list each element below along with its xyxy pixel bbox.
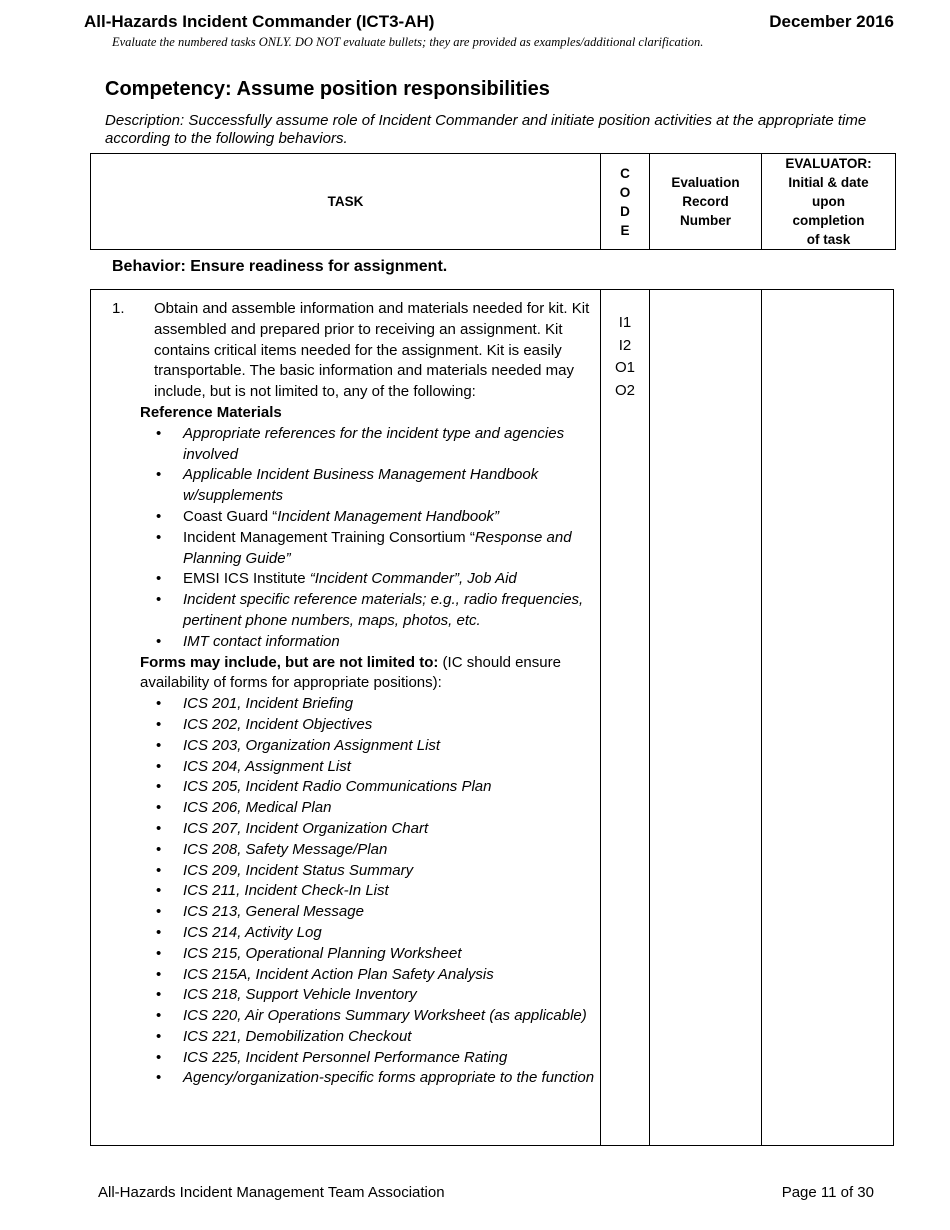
document-title: All-Hazards Incident Commander (ICT3-AH) <box>84 12 435 31</box>
list-item: • Agency/organization-specific forms appropriate to the function <box>183 1068 598 1089</box>
bullet-icon: • <box>156 632 162 650</box>
list-item: • ICS 220, Air Operations Summary Worksheet (as applicable) <box>183 1006 598 1027</box>
code-cell <box>601 312 649 402</box>
competency-heading: Competency: Assume position responsibilities <box>105 78 550 100</box>
bullet-icon: • <box>156 736 162 754</box>
competency-description: Description: Successfully assume role of Incident Commander and initiate position activities at the appropriate time according to the following behaviors. <box>105 112 867 147</box>
bullet-icon: • <box>156 466 162 484</box>
bullet-icon: • <box>156 507 162 525</box>
header-line: Number <box>679 213 731 228</box>
list-item: • ICS 213, General Message <box>183 902 598 923</box>
reference-list <box>156 424 598 653</box>
bullet-icon: • <box>156 819 162 837</box>
header-line: Record <box>682 194 729 209</box>
task-code: I1 <box>618 314 632 331</box>
task-cell <box>91 299 601 1089</box>
list-item: • ICS 215, Operational Planning Worksheet <box>183 944 598 965</box>
header-line: upon <box>812 194 845 209</box>
column-divider <box>649 290 650 1145</box>
list-item: • ICS 207, Incident Organization Chart <box>183 819 598 840</box>
bullet-icon: • <box>156 965 162 983</box>
list-item: • ICS 201, Incident Briefing <box>183 694 598 715</box>
column-divider <box>761 290 762 1145</box>
task-table-header <box>90 153 896 250</box>
bullet-icon: • <box>156 1048 162 1066</box>
code-letter: C <box>620 165 630 181</box>
bullet-icon: • <box>156 903 162 921</box>
list-item: • Applicable Incident Business Management Handbook w/supplements <box>156 466 539 505</box>
evaluation-note: Evaluate the numbered tasks ONLY. DO NOT evaluate bullets; they are provided as examples/additional clarification. <box>112 35 704 49</box>
bullet-icon: • <box>156 528 162 546</box>
bullet-icon: • <box>156 986 162 1004</box>
list-item: • Incident Management Training Consortium “Response and Planning Guide” <box>156 528 572 567</box>
list-item: • ICS 221, Demobilization Checkout <box>183 1027 598 1048</box>
task-row <box>90 289 894 1146</box>
list-item: • ICS 203, Organization Assignment List <box>183 736 598 757</box>
forms-heading: Forms may include, but are not limited to: <box>140 653 439 671</box>
task-code: O2 <box>614 381 635 399</box>
list-item: • Appropriate references for the incident type and agencies involved <box>156 424 565 463</box>
evaluator-column-header <box>762 154 896 250</box>
code-letter: O <box>619 184 631 200</box>
header-line: Evaluation <box>671 175 740 190</box>
list-item: • ICS 215A, Incident Action Plan Safety Analysis <box>183 965 598 986</box>
bullet-icon: • <box>156 591 162 609</box>
task-text: Obtain and assemble information and materials needed for kit. Kit assembled and prepared prior to receiving an assignment. Kit contains critical items needed for the assignment. Kit is easily transportable. The basic information and materials needed may include, but is not limited to, any of the following: <box>154 300 590 401</box>
footer-organization: All-Hazards Incident Management Team Association <box>98 1184 445 1201</box>
bullet-icon: • <box>156 861 162 879</box>
list-item: • IMT contact information <box>183 632 598 653</box>
list-item: • ICS 209, Incident Status Summary <box>183 861 598 882</box>
bullet-icon: • <box>156 799 162 817</box>
header-line: of task <box>806 232 851 247</box>
list-item: • ICS 214, Activity Log <box>183 923 598 944</box>
bullet-icon: • <box>156 424 162 442</box>
bullet-icon: • <box>156 715 162 733</box>
bullet-icon: • <box>156 757 162 775</box>
header-line: completion <box>792 213 865 228</box>
list-item: • ICS 202, Incident Objectives <box>183 715 598 736</box>
forms-heading-rest: (IC should ensure availability of forms for appropriate positions): <box>140 653 561 692</box>
task-number: 1. <box>112 300 125 317</box>
list-item: • ICS 208, Safety Message/Plan <box>183 840 598 861</box>
list-item: • ICS 205, Incident Radio Communications Plan <box>183 777 598 798</box>
forms-intro <box>140 653 580 695</box>
reference-materials-heading: Reference Materials <box>140 403 282 421</box>
list-item: • ICS 204, Assignment List <box>183 757 598 778</box>
behavior-heading: Behavior: Ensure readiness for assignment. <box>112 258 448 275</box>
task-code: O1 <box>614 359 635 376</box>
bullet-icon: • <box>156 695 162 713</box>
bullet-icon: • <box>156 570 162 588</box>
bullet-icon: • <box>156 1027 162 1045</box>
bullet-icon: • <box>156 840 162 858</box>
bullet-icon: • <box>156 1069 162 1087</box>
code-column-header <box>601 154 650 250</box>
header-line: Initial & date <box>788 175 869 190</box>
bullet-icon: • <box>156 778 162 796</box>
list-item: • Coast Guard “Incident Management Handbook” <box>183 507 598 528</box>
bullet-icon: • <box>156 944 162 962</box>
page-number: Page 11 of 30 <box>781 1184 874 1201</box>
task-code: I2 <box>618 336 632 354</box>
bullet-icon: • <box>156 882 162 900</box>
bullet-icon: • <box>156 923 162 941</box>
bullet-icon: • <box>156 1007 162 1025</box>
evaluation-record-column-header <box>650 154 762 250</box>
list-item: • Incident specific reference materials; e.g., radio frequencies, pertinent phone numbers, maps, photos, etc. <box>156 591 584 629</box>
forms-list <box>156 694 598 1089</box>
list-item: • ICS 225, Incident Personnel Performance Rating <box>183 1048 598 1069</box>
list-item: • ICS 218, Support Vehicle Inventory <box>183 985 598 1006</box>
code-letter: D <box>620 203 630 219</box>
header-line: EVALUATOR: <box>785 156 872 171</box>
task-column-header: TASK <box>91 154 601 250</box>
list-item: • ICS 211, Incident Check-In List <box>183 881 598 902</box>
code-letter: E <box>620 222 630 238</box>
document-date: December 2016 <box>769 12 894 31</box>
list-item: • EMSI ICS Institute “Incident Commander”, Job Aid <box>183 569 598 590</box>
list-item: • ICS 206, Medical Plan <box>183 798 598 819</box>
